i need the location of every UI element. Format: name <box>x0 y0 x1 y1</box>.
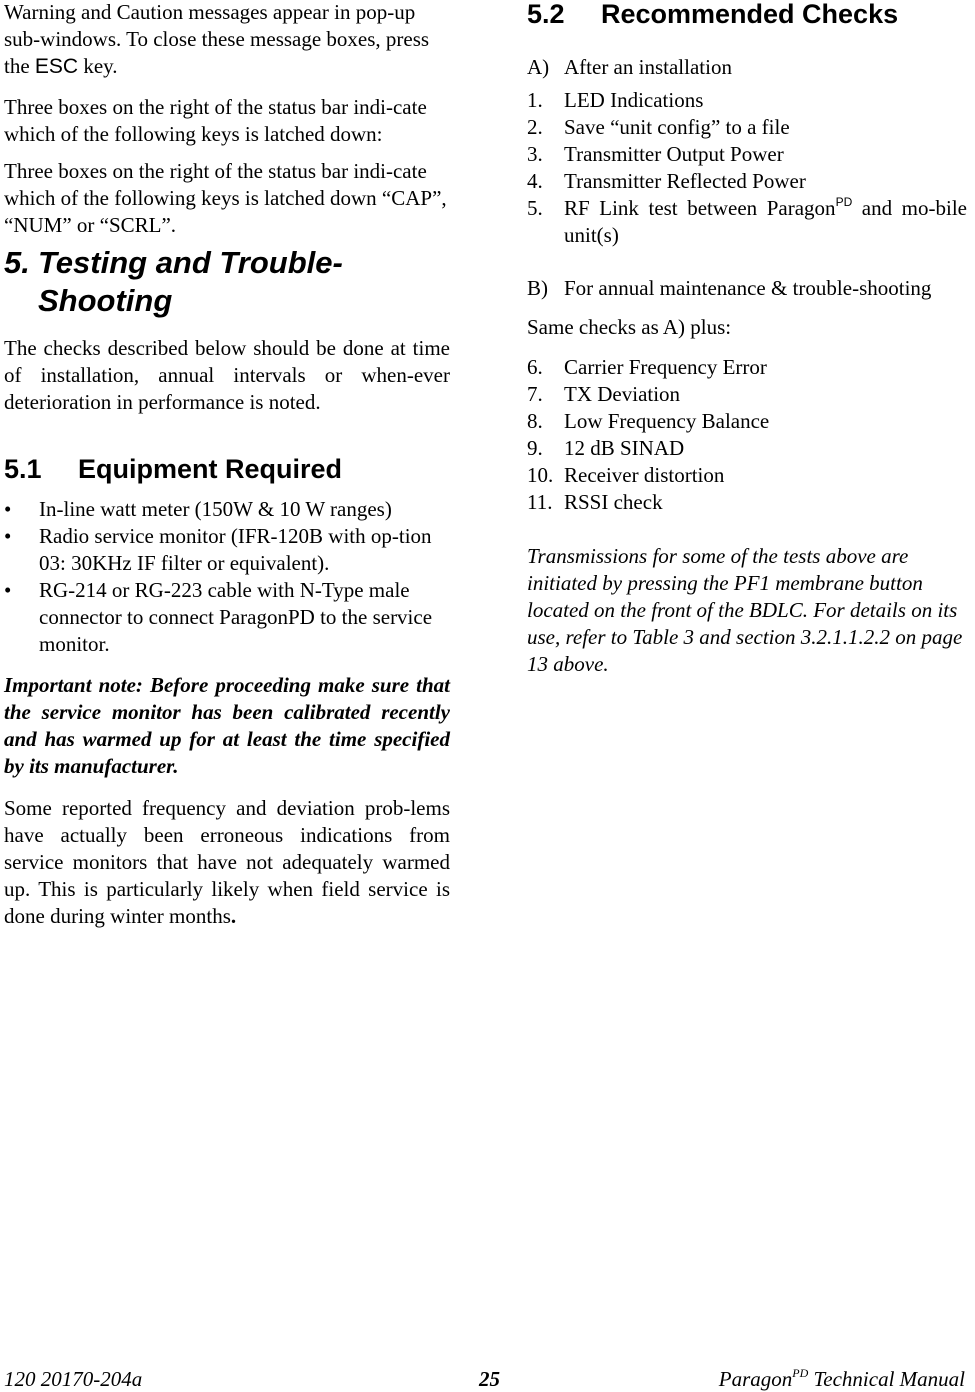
group-a-heading: A) After an installation <box>527 55 732 79</box>
section-5-1-title: Equipment Required <box>78 454 343 484</box>
page-number: 25 <box>479 1367 500 1391</box>
list-item: 7. TX Deviation <box>527 382 681 406</box>
list-item: 1. LED Indications <box>527 88 704 112</box>
warning-paragraph: Warning and Caution messages appear in pop-up sub-windows. To close these message boxes, press the ESC key. <box>4 0 430 78</box>
section-5-title: Testing and Trouble-Shooting <box>38 245 343 318</box>
list-item: 6. Carrier Frequency Error <box>527 355 767 379</box>
section-5-1-number: 5.1 <box>4 454 42 484</box>
section-5-2-heading <box>527 0 967 30</box>
equipment-item: • Radio service monitor (IFR-120B with op-tion 03: 30KHz IF filter or equivalent). <box>4 524 432 575</box>
section-5-2-title: Recommended Checks <box>601 0 899 29</box>
bullet: • <box>4 497 12 521</box>
esc-key-label: ESC <box>34 55 79 78</box>
section-5-heading <box>4 244 450 320</box>
checks-list-a <box>527 87 967 249</box>
equipment-list <box>4 496 450 658</box>
document-number: 120 20170-204a <box>4 1367 143 1391</box>
group-b-heading: B) For annual maintenance & trouble-shooting <box>527 276 932 300</box>
manual-title: Paragon$^{PD}$ Technical Manual <box>718 1366 965 1391</box>
section-5-2-number: 5.2 <box>527 0 565 29</box>
warm-up-paragraph: Some reported frequency and deviation prob-lems have actually been erroneous indications from service monitors that have not adequately warmed up. This is particularly likely when field service is done during winter months. <box>4 796 450 928</box>
list-item: 8. Low Frequency Balance <box>527 409 770 433</box>
list-item: 3. Transmitter Output Power <box>527 142 784 166</box>
left-column <box>4 0 450 930</box>
list-item: 2. Save “unit config” to a file <box>527 115 790 139</box>
list-item: 5. RF Link test between Paragon$^{PD}$ and mo-bile unit(s) <box>527 195 968 247</box>
testing-intro-paragraph: The checks described below should be done at time of installation, annual intervals or when-ever deterioration in performance is noted. <box>4 336 450 414</box>
list-item: 9. 12 dB SINAD <box>527 436 685 460</box>
page-footer <box>4 1366 965 1392</box>
right-column <box>527 0 967 678</box>
list-item: 11. RSSI check <box>527 490 663 514</box>
list-item: 4. Transmitter Reflected Power <box>527 169 806 193</box>
bullet: • <box>4 578 12 602</box>
important-note: Important note: Before proceeding make sure that the service monitor has been calibrated recently and has warmed up for at least the time specified by its manufacturer. <box>4 673 450 778</box>
list-item: 10. Receiver distortion <box>527 463 725 487</box>
equipment-item: • In-line watt meter (150W & 10 W ranges) <box>4 497 392 521</box>
transmissions-note: Transmissions for some of the tests above are initiated by pressing the PF1 membrane button located on the front of the BDLC. For details on its use, refer to Table 3 and section 3.2.1.1.2.2 on page 13 above. <box>527 544 963 676</box>
checks-list-b <box>527 354 967 516</box>
status-bar-paragraph: Three boxes on the right of the status bar indi-cate which of the following keys is latched down: <box>4 95 427 146</box>
same-checks-text: Same checks as A) plus: <box>527 315 732 339</box>
status-bar-keys-paragraph: Three boxes on the right of the status bar indi-cate which of the following keys is latched down “CAP”, “NUM” or “SCRL”. <box>4 159 447 237</box>
section-5-number: 5. <box>4 245 30 280</box>
equipment-item: • RG-214 or RG-223 cable with N-Type male connector to connect ParagonPD to the service monitor. <box>4 578 433 656</box>
section-5-1-heading <box>4 453 450 485</box>
bullet: • <box>4 524 12 548</box>
